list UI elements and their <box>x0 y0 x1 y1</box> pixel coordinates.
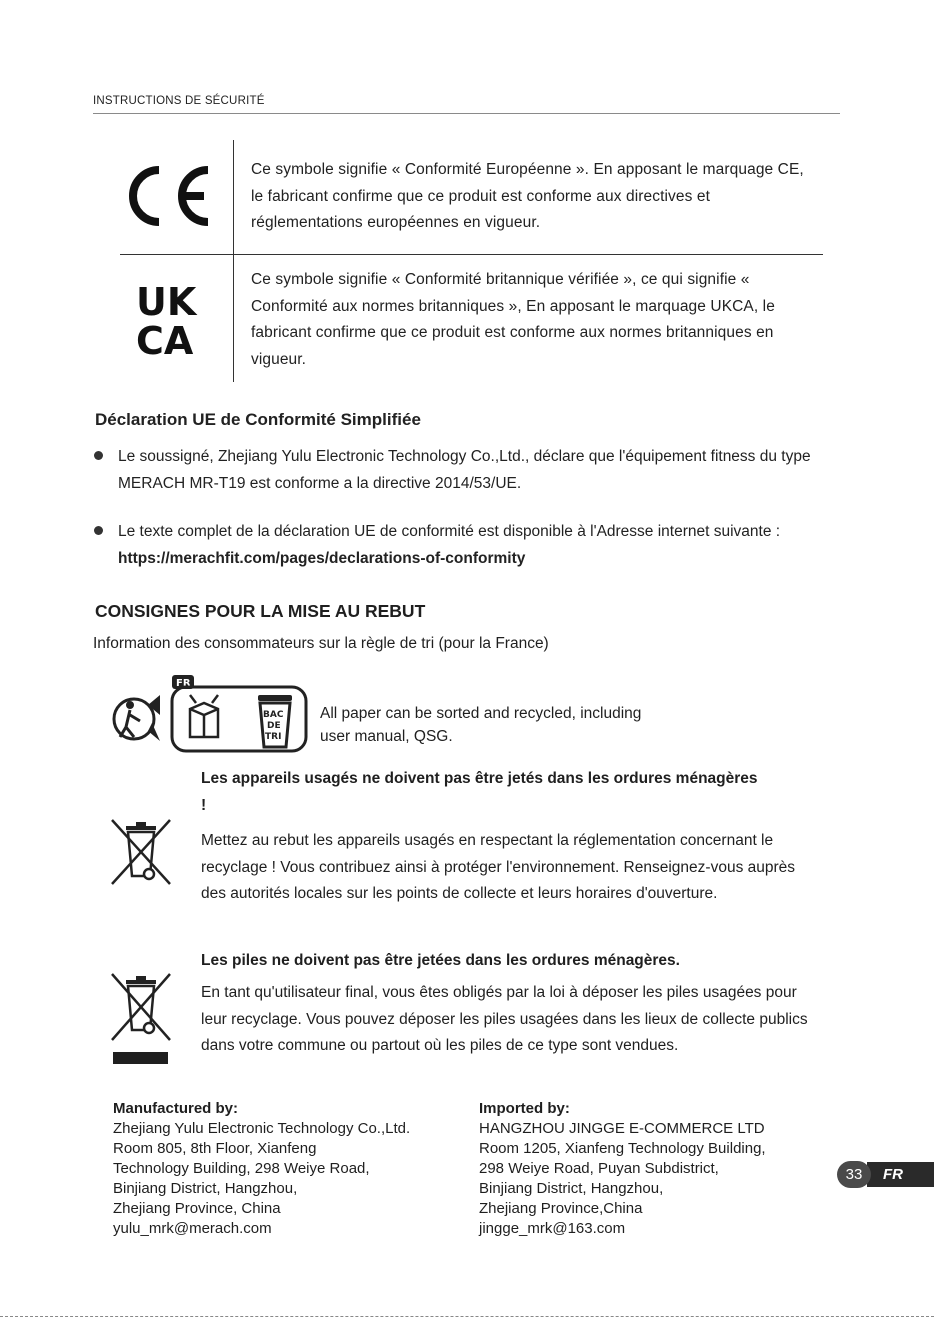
weee-warning-heading: Les appareils usagés ne doivent pas être jetés dans les ordures ménagères ! <box>201 770 758 814</box>
ce-mark-icon <box>128 165 212 232</box>
crossed-bin-icon <box>108 818 174 891</box>
importer-line: Binjiang District, Hangzhou, <box>479 1180 664 1197</box>
language-tab: FR <box>867 1162 934 1187</box>
battery-warning-heading: Les piles ne doivent pas être jetées dans les ordures ménagères. <box>201 952 680 969</box>
page-bottom-edge <box>0 1316 934 1317</box>
svg-text:FR: FR <box>176 678 191 689</box>
paper-recycling-line-2: user manual, QSG. <box>320 728 453 745</box>
svg-text:DE: DE <box>267 721 281 731</box>
importer-line: 298 Weiye Road, Puyan Subdistrict, <box>479 1160 719 1177</box>
symbols-horizontal-divider <box>120 254 823 255</box>
declaration-bullet-1: Le soussigné, Zhejiang Yulu Electronic Technology Co.,Ltd., déclare que l'équipement fitness du type MERACH MR-T19 est conforme a la directive 2014/53/UE. <box>118 448 811 492</box>
ukca-description: Ce symbole signifie « Conformité britannique vérifiée », ce qui signifie « Conformité aux normes britanniques », En apposant le marquage UKCA, le fabricant confirme que ce produit est conforme aux normes britanniques en vigueur. <box>251 271 775 368</box>
importer-line: Room 1205, Xianfeng Technology Building, <box>479 1140 766 1157</box>
manufacturer-line: Zhejiang Province, China <box>113 1200 281 1217</box>
page-number: 33 <box>837 1161 871 1188</box>
manufacturer-line: Technology Building, 298 Weiye Road, <box>113 1160 370 1177</box>
svg-text:UK: UK <box>136 284 197 324</box>
importer-title: Imported by: <box>479 1100 570 1117</box>
svg-text:CA: CA <box>136 319 194 356</box>
header-divider <box>93 113 840 114</box>
manufacturer-line: Binjiang District, Hangzhou, <box>113 1180 298 1197</box>
importer-block <box>479 1099 766 1239</box>
svg-text:TRI: TRI <box>265 732 282 742</box>
declaration-url-link[interactable]: https://merachfit.com/pages/declarations-of-conformity <box>118 549 526 567</box>
paper-recycling-line-1: All paper can be sorted and recycled, including <box>320 705 642 722</box>
declaration-bullet-2 <box>118 519 838 572</box>
battery-symbol-bar <box>113 1052 168 1064</box>
weee-warning-text: Mettez au rebut les appareils usagés en respectant la réglementation concernant le recyclage ! Vous contribuez ainsi à protéger l'environnement. Renseignez-vous auprès des autorités locales sur les points de collecte et leurs horaires d'ouverture. <box>201 832 796 902</box>
declaration-heading: Déclaration UE de Conformité Simplifiée <box>95 410 421 429</box>
symbols-vertical-divider <box>233 140 234 382</box>
triman-recycling-icon <box>108 675 313 760</box>
bullet-dot <box>94 526 103 535</box>
ce-description: Ce symbole signifie « Conformité Européenne ». En apposant le marquage CE, le fabricant confirme que ce produit est conforme aux directives et réglementations européennes en vigueur. <box>251 161 804 231</box>
svg-text:BAC: BAC <box>263 710 284 720</box>
paper-recycling-text <box>320 702 641 748</box>
importer-line: HANGZHOU JINGGE E-COMMERCE LTD <box>479 1120 765 1137</box>
manufacturer-email[interactable]: yulu_mrk@merach.com <box>113 1220 272 1237</box>
manufacturer-title: Manufactured by: <box>113 1100 239 1117</box>
manufacturer-block <box>113 1099 410 1239</box>
importer-line: Zhejiang Province,China <box>479 1200 643 1217</box>
importer-email[interactable]: jingge_mrk@163.com <box>479 1220 626 1237</box>
disposal-heading: CONSIGNES POUR LA MISE AU REBUT <box>95 601 426 621</box>
disposal-subtitle: Information des consommateurs sur la règle de tri (pour la France) <box>93 635 549 652</box>
declaration-url-prefix: Le texte complet de la déclaration UE de conformité est disponible à l'Adresse internet suivante : <box>118 523 781 540</box>
crossed-battery-bin-icon <box>108 972 174 1049</box>
manufacturer-line: Room 805, 8th Floor, Xianfeng <box>113 1140 317 1157</box>
battery-warning-text: En tant qu'utilisateur final, vous êtes obligés par la loi à déposer les piles usagées pour leur recyclage. Vous pouvez déposer les piles usagées dans les lieux de collecte publics dans votre commune ou partout où les piles de ce type sont vendues. <box>201 984 808 1054</box>
ukca-mark-icon <box>136 284 212 361</box>
manufacturer-line: Zhejiang Yulu Electronic Technology Co.,Ltd. <box>113 1120 411 1137</box>
page-badge <box>837 1161 934 1188</box>
bullet-dot <box>94 451 103 460</box>
page-header-title: INSTRUCTIONS DE SÉCURITÉ <box>93 95 265 107</box>
